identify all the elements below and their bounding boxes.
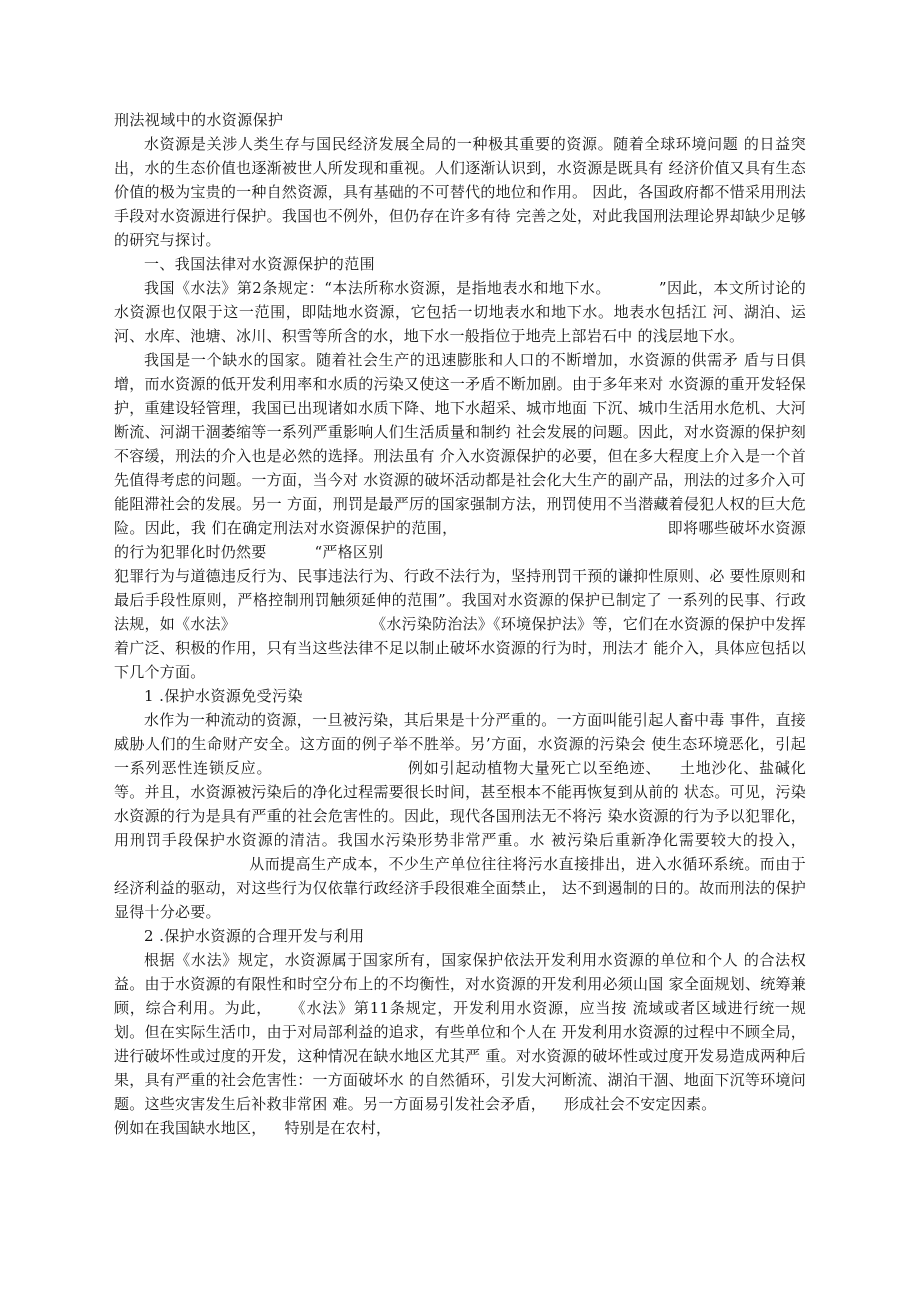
paragraph-closing-part-b: 特别是在农村， [284,1119,392,1137]
paragraph-water-shortage [114,348,806,564]
paragraph-criminal-law-principles-part-a: 犯罪行为与道德违反行为、民事违法行为、行政不法行为，坚持刑罚干预的谦抑性原则、必 要性原则和最后手段性原则，严格控制刑罚触须延伸的范围”。我国对水资源的保护已制定了 一系列的民事、行政法规，如《水法》 [114,567,806,633]
paragraph-pollution-protection-part-d: 从而提高生产成本，不少生产单位往往将污水直接排出， [249,855,637,873]
paragraph-closing [114,1116,806,1140]
subsection-heading-two: 2 .保护水资源的合理开发与利用 [144,927,365,945]
paragraph-criminal-law-principles-part-b: 《水污染防治法》《环境保护法》等，它们在水资源的保护中发挥着广泛、积极的作用，只有当这些法律不足以制止破坏水资源的行为时，刑法才 能介入，具体应包括以下几个方面。 [114,615,806,681]
paragraph-criminal-law-principles [114,564,806,684]
paragraph-closing-part-a: 例如在我国缺水地区， [114,1119,267,1137]
paragraph-water-shortage-part-a: 我国是一个缺水的国家。随着社会生产的迅速膨胀和人口的不断增加，水资源的供需矛 盾与日俱增，而水资源的低开发利用率和水质的污染又使这一矛盾不断加剧。由于多年来对 水资源的重开发轻保护，重建设轻管理，我国已出现诸如水质下降、地下水超采、城市地面 下沉、城巾生活用水危机、大河断流、河湖干涸萎缩等一系列严重影响人们生活质量和制约 社会发展的问题。因此，对水资源的保护刻不容缓，刑法的介入也是必然的选择。刑法虽有 介入水资源保护的必要，但在多大程度上介入是一个首先值得考虑的问题。一方面，当今对 水资源的破坏活动都是社会化大生产的副产品，刑法的过多介入可能阻滞社会的发展。另一 方面，刑罚是最严厉的国家强制方法，刑罚使用不当潜藏着侵犯人权的巨大危险。因此，我 们在确定刑法对水资源保护的范围， [114,351,806,537]
subsection-heading-one: 1 .保护水资源免受污染 [144,687,303,705]
paragraph-abstract: 水资源是关涉人类生存与国民经济发展全局的一种极其重要的资源。随着全球环境问题 的日益突出，水的生态价值也逐渐被世人所发现和重视。人们逐渐认识到，水资源是既具有 经济价值又具有生态价值的极为宝贵的一种自然资源，具有基础的不可替代的地位和作用。 因此，各国政府都不惜采用刑法手段对水资源进行保护。我国也不例外，但仍存在许多有待 完善之处，对此我国刑法理论界却缺少足够的研究与探讨。 [114,135,806,249]
page-title: 刑法视域中的水资源保护 [114,111,284,129]
paragraph-scope-definition-part-b: ”因此，本文所讨论的水资源也仅限于这一范围，即陆地水资源，它包括一切地表水和地下水。地表水包括江 河、湖泊、运河、水库、池塘、冰川、积雪等所含的水，地下水一般指位于地壳上部岩石中 的浅层地下水。 [114,279,807,345]
paragraph-rational-development-part-c: 形成社会不安定因素。 [564,1095,717,1113]
paragraph-pollution-protection [114,708,806,924]
paragraph-water-shortage-part-b: 即将哪些破坏水资源的行为犯罪化时仍然要 [114,519,806,561]
section-heading-one: 一、我国法律对水资源保护的范围 [144,255,376,273]
paragraph-scope-definition-part-a: 我国《水法》第2条规定：“本法所称水资源，是指地表水和地下水。 [144,279,611,297]
paragraph-rational-development [114,948,806,1116]
paragraph-pollution-protection-part-b: 例如引起动植物大量死亡以至绝迹、 [407,759,662,777]
document-body [114,108,806,1140]
paragraph-pollution-protection-part-c: 土地沙化、盐碱化等。并且，水资源被污染后的净化过程需要很长时间，甚至根本不能再恢复到从前的 状态。可见，污染水资源的行为是具有严重的社会危害性的。因此，现代各国刑法无不将污 染水资源的行为予以犯罪化，用刑罚手段保护水资源的清洁。我国水污染形势非常严重。水 被污染后重新净化需要较大的投入， [114,759,806,849]
paragraph-rational-development-part-a: 根据《水法》规定，水资源属于国家所有，国家保护依法开发利用水资源的单位和个人 的合法权益。由于水资源的有限性和时空分布上的不均衡性，对水资源的开发利用必须山国 家全面规划、统筹兼顾，综合利用。为此， [114,951,806,1017]
paragraph-water-shortage-part-c: “严格区别 [314,543,384,561]
paragraph-rational-development-part-b: 《水法》第11条规定，开发利用水资源，应当按 流域或者区域进行统一规划。但在实际生活巾，由于对局部利益的追求，有些单位和个人在 开发利用水资源的过程中不顾全局，进行破坏性或过度的开发，这种情况在缺水地区尤其严 重。对水资源的破坏性或过度开发易造成两种后果，具有严重的社会危害性：一方面破坏水 的自然循环，引发大河断流、湖泊干涸、地面下沉等环境问题。这些灾害发生后补救非常困 难。另一方面易引发社会矛盾， [114,999,806,1113]
paragraph-scope-definition [114,276,806,348]
paragraph-pollution-protection-part-a: 水作为一种流动的资源，一旦被污染，其后果是十分严重的。一方面叫能引起人畜中毒 事件，直接威胁人们的生命财产安全。这方面的例子举不胜举。另’方面，水资源的污染会 使生态环境恶化，引起一系列恶性连锁反应。 [114,711,806,777]
paragraph-pollution-protection-part-e: 进入水循环系统。而由于经济利益的驱动，对这些行为仅依靠行政经济手段很难全面禁止， 达不到遏制的日的。故而刑法的保护显得十分必要。 [114,855,806,921]
